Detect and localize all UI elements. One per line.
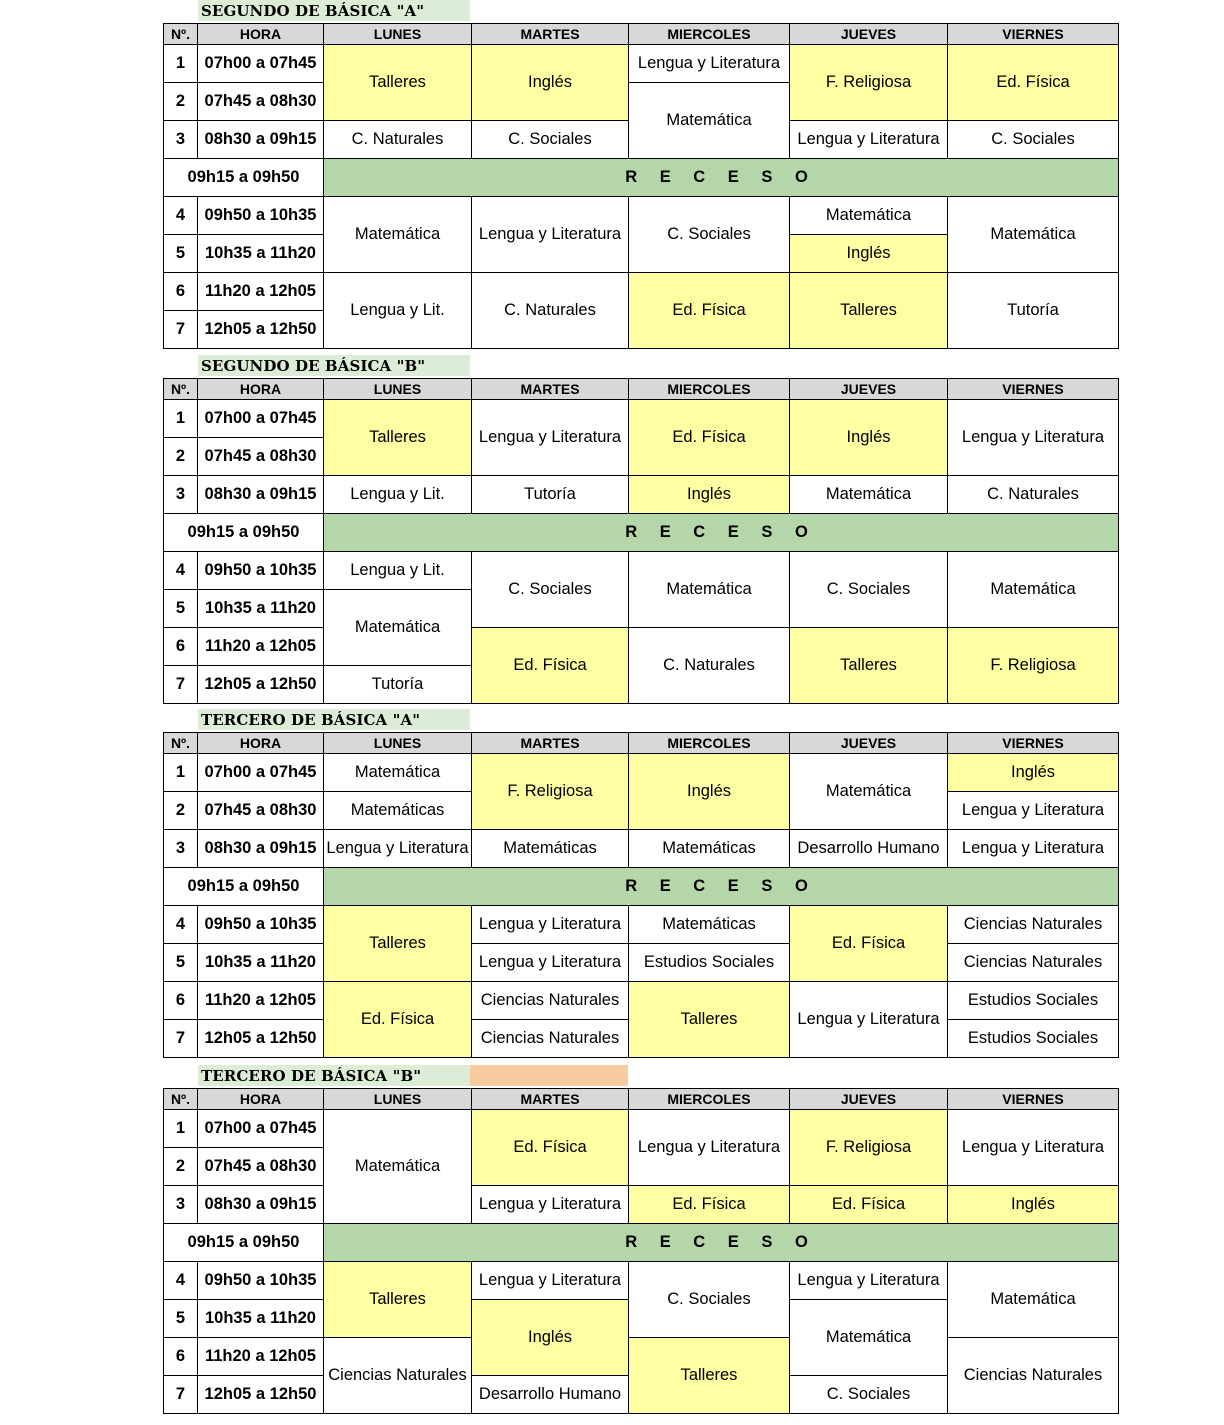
subject-cell-viernes: C. Naturales <box>948 476 1119 514</box>
subject-cell-martes: Lengua y Literatura <box>472 1262 629 1300</box>
subject-cell-viernes: Tutoría <box>948 273 1119 349</box>
period-row <box>164 552 1119 590</box>
period-time: 10h35 a 11h20 <box>198 944 324 982</box>
recess-time: 09h15 a 09h50 <box>164 514 324 552</box>
subject-cell-jueves: C. Sociales <box>790 552 948 628</box>
period-time: 07h00 a 07h45 <box>198 400 324 438</box>
subject-cell-lunes: Talleres <box>324 45 472 121</box>
subject-cell-viernes: Estudios Sociales <box>948 982 1119 1020</box>
period-time: 07h45 a 08h30 <box>198 438 324 476</box>
header-row <box>164 733 1119 754</box>
subject-cell-miercoles: Lengua y Literatura <box>629 1110 790 1186</box>
subject-cell-viernes: Lengua y Literatura <box>948 400 1119 476</box>
period-row <box>164 754 1119 792</box>
header-martes: MARTES <box>472 379 629 400</box>
header-viernes: VIERNES <box>948 379 1119 400</box>
schedule-table <box>163 1088 1119 1414</box>
period-number: 6 <box>164 628 198 666</box>
header-num: Nº. <box>164 1089 198 1110</box>
schedule-title: TERCERO DE BÁSICA "A" <box>201 711 421 729</box>
schedule-title: SEGUNDO DE BÁSICA "B" <box>201 357 426 375</box>
subject-cell-viernes: Matemática <box>948 197 1119 273</box>
header-hora: HORA <box>198 379 324 400</box>
period-time: 10h35 a 11h20 <box>198 235 324 273</box>
period-time: 11h20 a 12h05 <box>198 628 324 666</box>
period-number: 4 <box>164 906 198 944</box>
subject-cell-lunes: Matemática <box>324 590 472 666</box>
schedule-title: SEGUNDO DE BÁSICA "A" <box>201 2 425 20</box>
subject-cell-martes: Tutoría <box>472 476 629 514</box>
header-num: Nº. <box>164 733 198 754</box>
period-number: 6 <box>164 273 198 311</box>
header-row <box>164 1089 1119 1110</box>
period-time: 08h30 a 09h15 <box>198 121 324 159</box>
recess-row <box>164 514 1119 552</box>
header-lunes: LUNES <box>324 733 472 754</box>
period-time: 07h45 a 08h30 <box>198 1148 324 1186</box>
period-time: 07h00 a 07h45 <box>198 45 324 83</box>
subject-cell-miercoles: C. Naturales <box>629 628 790 704</box>
subject-cell-viernes: Estudios Sociales <box>948 1020 1119 1058</box>
period-number: 5 <box>164 944 198 982</box>
subject-cell-viernes: Inglés <box>948 754 1119 792</box>
subject-cell-miercoles: Ed. Física <box>629 400 790 476</box>
subject-cell-martes: Ed. Física <box>472 628 629 704</box>
subject-cell-lunes: Lengua y Lit. <box>324 273 472 349</box>
subject-cell-jueves: Lengua y Literatura <box>790 1262 948 1300</box>
subject-cell-martes: Inglés <box>472 1300 629 1376</box>
subject-cell-martes: C. Sociales <box>472 552 629 628</box>
header-viernes: VIERNES <box>948 733 1119 754</box>
subject-cell-martes: Ciencias Naturales <box>472 1020 629 1058</box>
header-jueves: JUEVES <box>790 1089 948 1110</box>
subject-cell-jueves: Matemática <box>790 476 948 514</box>
header-jueves: JUEVES <box>790 733 948 754</box>
subject-cell-lunes: C. Naturales <box>324 121 472 159</box>
header-hora: HORA <box>198 24 324 45</box>
period-time: 10h35 a 11h20 <box>198 590 324 628</box>
period-time: 12h05 a 12h50 <box>198 1376 324 1414</box>
recess-time: 09h15 a 09h50 <box>164 868 324 906</box>
subject-cell-jueves: Inglés <box>790 235 948 273</box>
period-time: 07h45 a 08h30 <box>198 792 324 830</box>
header-num: Nº. <box>164 24 198 45</box>
period-number: 5 <box>164 1300 198 1338</box>
period-time: 10h35 a 11h20 <box>198 1300 324 1338</box>
subject-cell-miercoles: Inglés <box>629 476 790 514</box>
subject-cell-martes: F. Religiosa <box>472 754 629 830</box>
period-number: 3 <box>164 121 198 159</box>
period-time: 11h20 a 12h05 <box>198 1338 324 1376</box>
period-row <box>164 476 1119 514</box>
accent-bar <box>470 1065 628 1086</box>
subject-cell-lunes: Matemáticas <box>324 792 472 830</box>
period-row <box>164 197 1119 235</box>
subject-cell-jueves: F. Religiosa <box>790 1110 948 1186</box>
period-row <box>164 1186 1119 1224</box>
header-viernes: VIERNES <box>948 24 1119 45</box>
recess-row <box>164 159 1119 197</box>
period-number: 7 <box>164 666 198 704</box>
subject-cell-miercoles: Matemáticas <box>629 906 790 944</box>
recess-label: R E C E S O <box>324 868 1119 906</box>
recess-row <box>164 1224 1119 1262</box>
period-row <box>164 944 1119 982</box>
subject-cell-martes: Lengua y Literatura <box>472 197 629 273</box>
subject-cell-jueves: Desarrollo Humano <box>790 830 948 868</box>
period-time: 08h30 a 09h15 <box>198 830 324 868</box>
period-time: 07h00 a 07h45 <box>198 754 324 792</box>
period-number: 2 <box>164 438 198 476</box>
header-lunes: LUNES <box>324 24 472 45</box>
period-time: 07h45 a 08h30 <box>198 83 324 121</box>
subject-cell-martes: Lengua y Literatura <box>472 400 629 476</box>
subject-cell-martes: Ciencias Naturales <box>472 982 629 1020</box>
header-martes: MARTES <box>472 1089 629 1110</box>
period-number: 1 <box>164 754 198 792</box>
subject-cell-miercoles: C. Sociales <box>629 1262 790 1338</box>
subject-cell-jueves: Lengua y Literatura <box>790 121 948 159</box>
subject-cell-viernes: Lengua y Literatura <box>948 1110 1119 1186</box>
period-number: 2 <box>164 792 198 830</box>
period-row <box>164 982 1119 1020</box>
header-jueves: JUEVES <box>790 24 948 45</box>
period-number: 7 <box>164 1376 198 1414</box>
period-number: 5 <box>164 235 198 273</box>
header-martes: MARTES <box>472 24 629 45</box>
period-time: 12h05 a 12h50 <box>198 311 324 349</box>
period-time: 12h05 a 12h50 <box>198 666 324 704</box>
header-miercoles: MIERCOLES <box>629 733 790 754</box>
period-time: 08h30 a 09h15 <box>198 1186 324 1224</box>
subject-cell-martes: C. Sociales <box>472 121 629 159</box>
header-miercoles: MIERCOLES <box>629 379 790 400</box>
period-time: 11h20 a 12h05 <box>198 982 324 1020</box>
subject-cell-viernes: Ciencias Naturales <box>948 1338 1119 1414</box>
subject-cell-jueves: Lengua y Literatura <box>790 982 948 1058</box>
subject-cell-lunes: Tutoría <box>324 666 472 704</box>
header-miercoles: MIERCOLES <box>629 24 790 45</box>
period-row <box>164 906 1119 944</box>
period-number: 4 <box>164 1262 198 1300</box>
subject-cell-martes: Lengua y Literatura <box>472 906 629 944</box>
header-viernes: VIERNES <box>948 1089 1119 1110</box>
period-number: 2 <box>164 1148 198 1186</box>
period-row <box>164 1338 1119 1376</box>
subject-cell-lunes: Matemática <box>324 197 472 273</box>
subject-cell-jueves: Talleres <box>790 628 948 704</box>
period-number: 6 <box>164 982 198 1020</box>
period-number: 4 <box>164 197 198 235</box>
subject-cell-martes: Matemáticas <box>472 830 629 868</box>
subject-cell-lunes: Talleres <box>324 400 472 476</box>
recess-time: 09h15 a 09h50 <box>164 1224 324 1262</box>
header-hora: HORA <box>198 1089 324 1110</box>
subject-cell-viernes: Lengua y Literatura <box>948 792 1119 830</box>
header-lunes: LUNES <box>324 1089 472 1110</box>
subject-cell-lunes: Lengua y Lit. <box>324 476 472 514</box>
period-row <box>164 400 1119 438</box>
schedule-title: TERCERO DE BÁSICA "B" <box>201 1067 422 1085</box>
period-time: 11h20 a 12h05 <box>198 273 324 311</box>
period-row <box>164 273 1119 311</box>
subject-cell-miercoles: Ed. Física <box>629 273 790 349</box>
period-time: 08h30 a 09h15 <box>198 476 324 514</box>
period-number: 5 <box>164 590 198 628</box>
period-time: 07h00 a 07h45 <box>198 1110 324 1148</box>
subject-cell-lunes: Talleres <box>324 906 472 982</box>
subject-cell-lunes: Ciencias Naturales <box>324 1338 472 1414</box>
subject-cell-viernes: C. Sociales <box>948 121 1119 159</box>
period-row <box>164 830 1119 868</box>
header-lunes: LUNES <box>324 379 472 400</box>
subject-cell-miercoles: Ed. Física <box>629 1186 790 1224</box>
subject-cell-jueves: Ed. Física <box>790 906 948 982</box>
period-number: 1 <box>164 400 198 438</box>
subject-cell-martes: Lengua y Literatura <box>472 944 629 982</box>
header-row <box>164 24 1119 45</box>
period-time: 09h50 a 10h35 <box>198 1262 324 1300</box>
period-number: 3 <box>164 1186 198 1224</box>
subject-cell-jueves: Ed. Física <box>790 1186 948 1224</box>
subject-cell-viernes: Ed. Física <box>948 45 1119 121</box>
schedule-table <box>163 732 1119 1058</box>
recess-label: R E C E S O <box>324 514 1119 552</box>
period-number: 6 <box>164 1338 198 1376</box>
subject-cell-miercoles: Matemáticas <box>629 830 790 868</box>
subject-cell-jueves: Matemática <box>790 754 948 830</box>
subject-cell-viernes: Ciencias Naturales <box>948 944 1119 982</box>
period-number: 1 <box>164 45 198 83</box>
subject-cell-lunes: Matemática <box>324 1110 472 1224</box>
subject-cell-miercoles: Matemática <box>629 83 790 159</box>
period-number: 1 <box>164 1110 198 1148</box>
period-time: 09h50 a 10h35 <box>198 197 324 235</box>
subject-cell-martes: Ed. Física <box>472 1110 629 1186</box>
period-time: 09h50 a 10h35 <box>198 552 324 590</box>
subject-cell-jueves: F. Religiosa <box>790 45 948 121</box>
subject-cell-viernes: Matemática <box>948 1262 1119 1338</box>
schedule-table <box>163 23 1119 349</box>
header-num: Nº. <box>164 379 198 400</box>
subject-cell-miercoles: Talleres <box>629 1338 790 1414</box>
subject-cell-martes: Desarrollo Humano <box>472 1376 629 1414</box>
subject-cell-jueves: C. Sociales <box>790 1376 948 1414</box>
schedule-table <box>163 378 1119 704</box>
subject-cell-lunes: Lengua y Lit. <box>324 552 472 590</box>
period-time: 09h50 a 10h35 <box>198 906 324 944</box>
header-hora: HORA <box>198 733 324 754</box>
subject-cell-jueves: Inglés <box>790 400 948 476</box>
period-number: 2 <box>164 83 198 121</box>
period-row <box>164 1110 1119 1148</box>
subject-cell-lunes: Matemática <box>324 754 472 792</box>
period-number: 7 <box>164 1020 198 1058</box>
header-jueves: JUEVES <box>790 379 948 400</box>
period-number: 3 <box>164 830 198 868</box>
subject-cell-miercoles: Matemática <box>629 552 790 628</box>
subject-cell-jueves: Talleres <box>790 273 948 349</box>
header-martes: MARTES <box>472 733 629 754</box>
subject-cell-lunes: Talleres <box>324 1262 472 1338</box>
subject-cell-miercoles: Lengua y Literatura <box>629 45 790 83</box>
recess-row <box>164 868 1119 906</box>
subject-cell-lunes: Lengua y Literatura <box>324 830 472 868</box>
subject-cell-miercoles: Talleres <box>629 982 790 1058</box>
subject-cell-martes: Inglés <box>472 45 629 121</box>
period-number: 4 <box>164 552 198 590</box>
subject-cell-viernes: Matemática <box>948 552 1119 628</box>
period-time: 12h05 a 12h50 <box>198 1020 324 1058</box>
header-miercoles: MIERCOLES <box>629 1089 790 1110</box>
subject-cell-lunes: Ed. Física <box>324 982 472 1058</box>
subject-cell-jueves: Matemática <box>790 1300 948 1376</box>
subject-cell-martes: C. Naturales <box>472 273 629 349</box>
subject-cell-jueves: Matemática <box>790 197 948 235</box>
recess-label: R E C E S O <box>324 159 1119 197</box>
period-row <box>164 1262 1119 1300</box>
period-number: 7 <box>164 311 198 349</box>
period-row <box>164 45 1119 83</box>
period-number: 3 <box>164 476 198 514</box>
subject-cell-miercoles: Estudios Sociales <box>629 944 790 982</box>
header-row <box>164 379 1119 400</box>
recess-label: R E C E S O <box>324 1224 1119 1262</box>
subject-cell-viernes: F. Religiosa <box>948 628 1119 704</box>
subject-cell-miercoles: C. Sociales <box>629 197 790 273</box>
recess-time: 09h15 a 09h50 <box>164 159 324 197</box>
period-row <box>164 628 1119 666</box>
subject-cell-viernes: Inglés <box>948 1186 1119 1224</box>
subject-cell-viernes: Ciencias Naturales <box>948 906 1119 944</box>
subject-cell-miercoles: Inglés <box>629 754 790 830</box>
subject-cell-martes: Lengua y Literatura <box>472 1186 629 1224</box>
subject-cell-viernes: Lengua y Literatura <box>948 830 1119 868</box>
